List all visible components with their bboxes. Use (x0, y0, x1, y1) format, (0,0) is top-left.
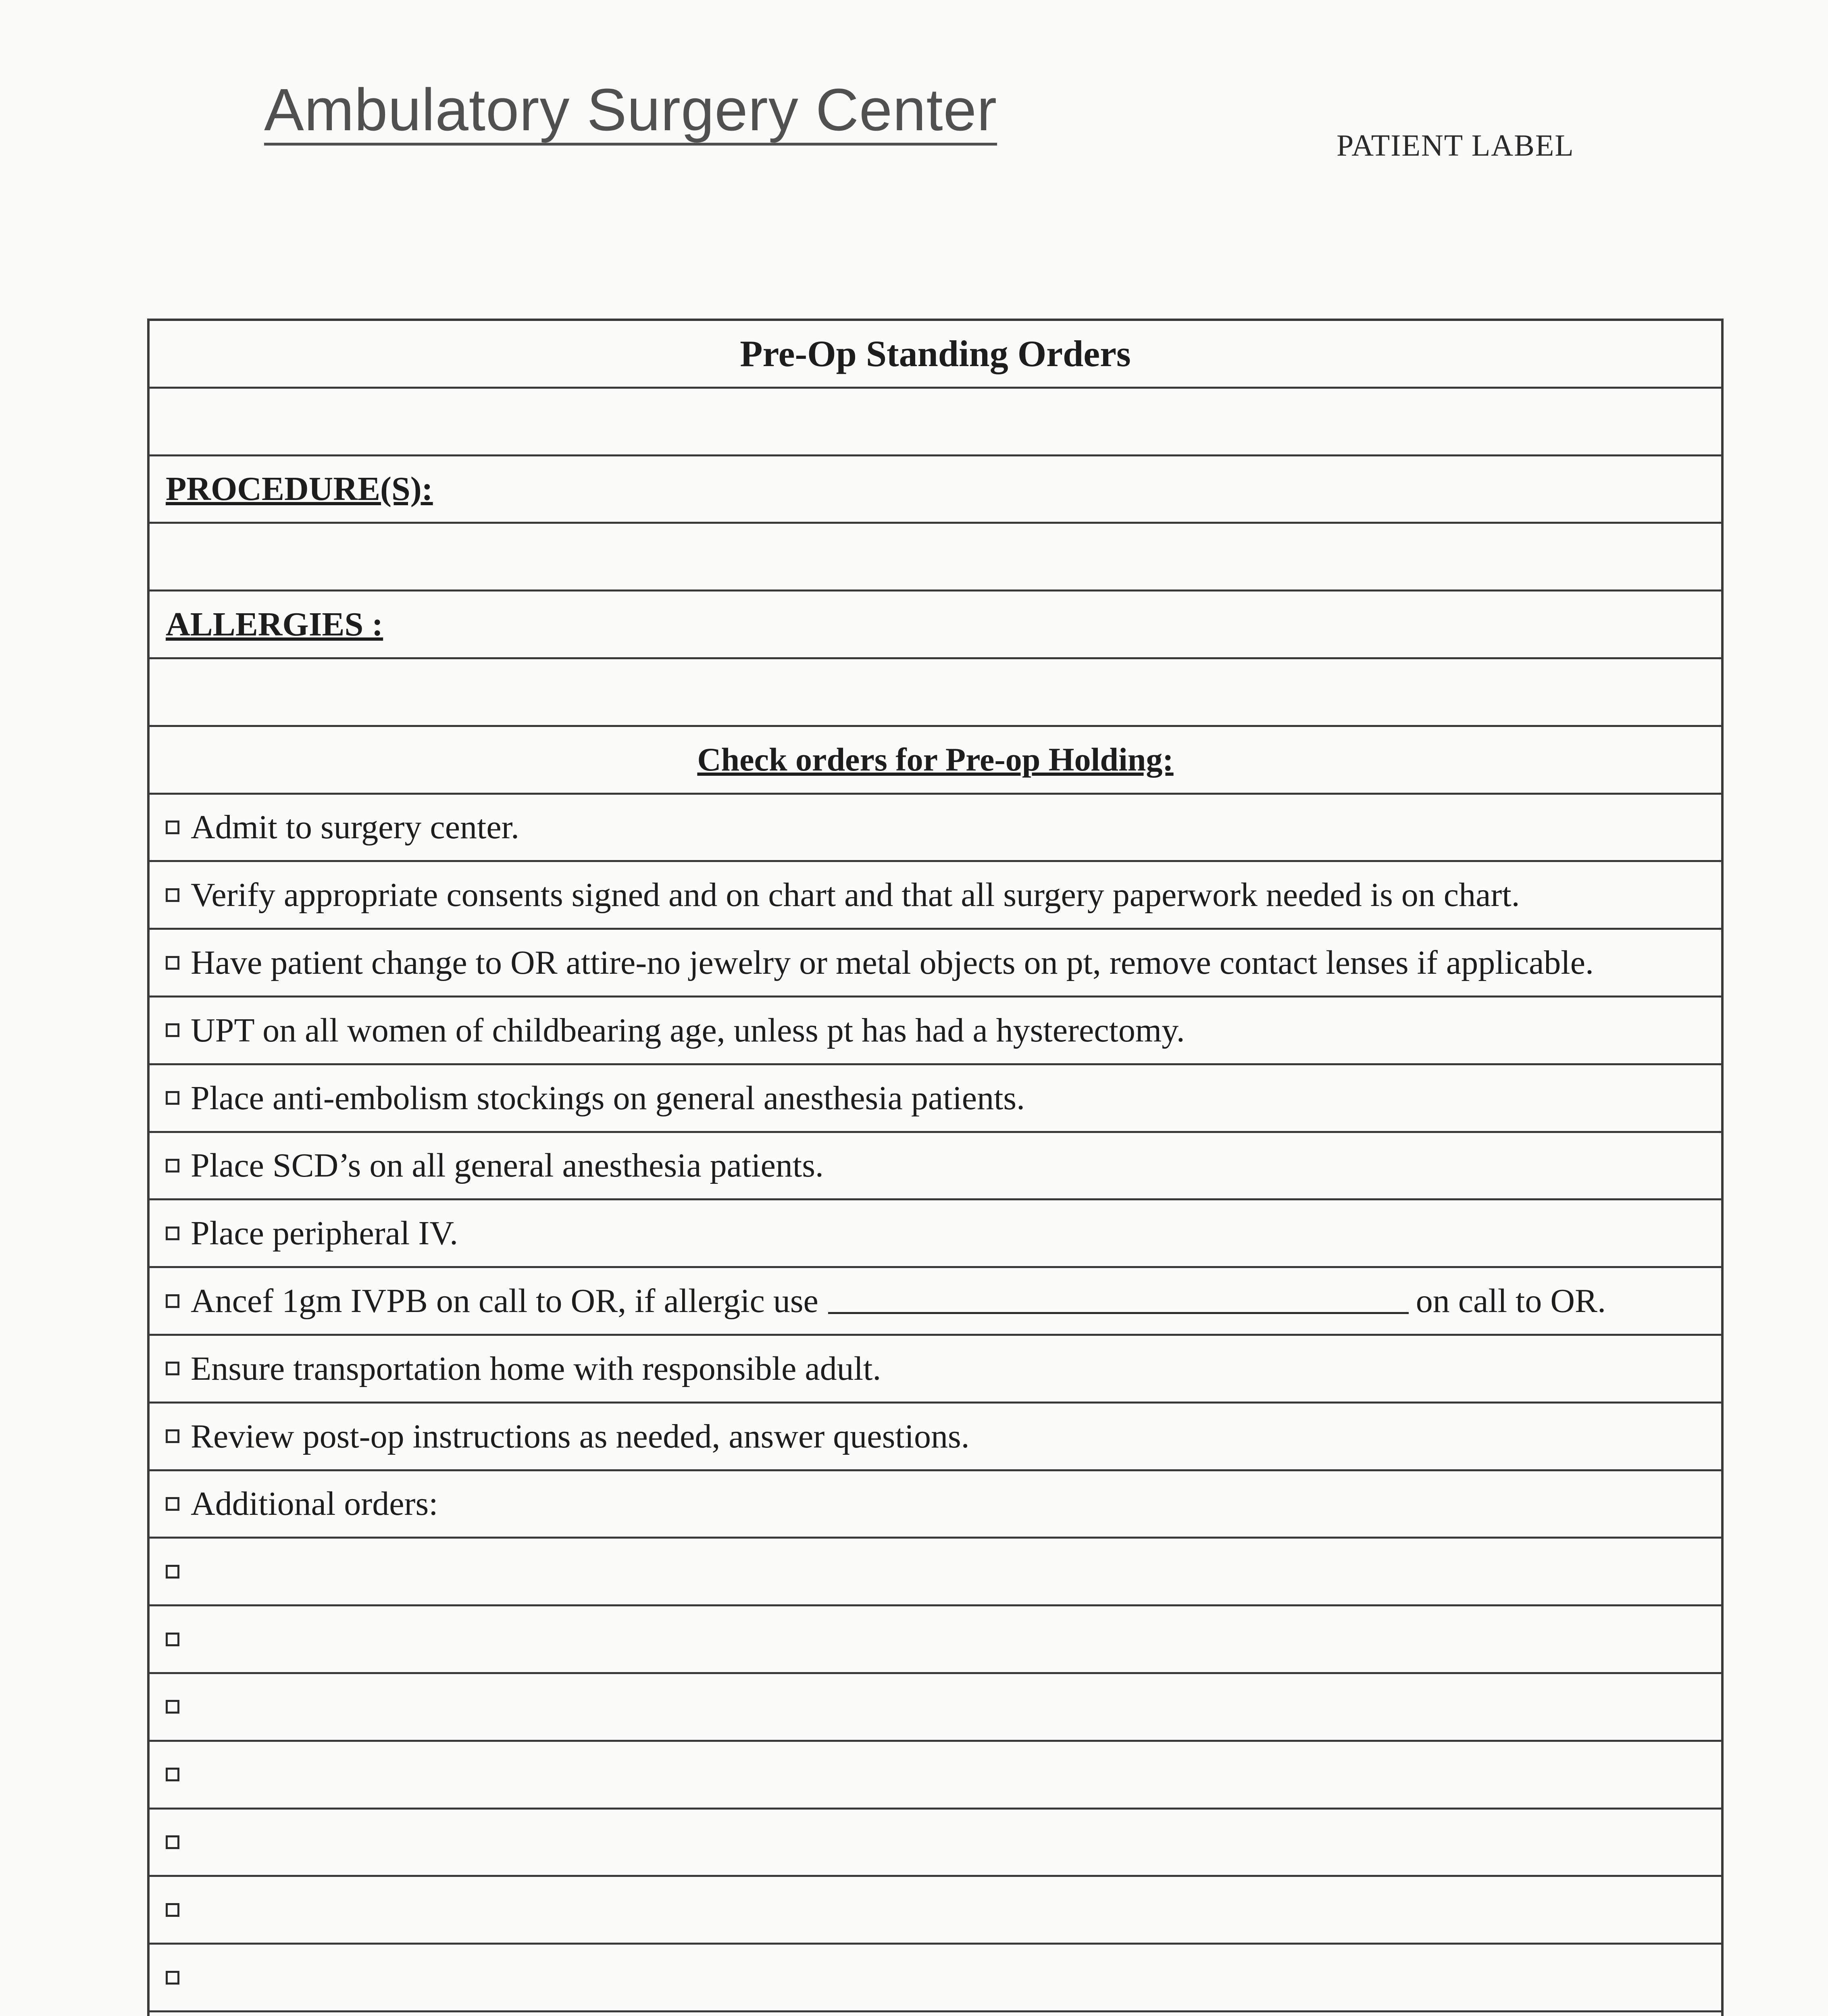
additional-order-row[interactable] (150, 2012, 1721, 2016)
checkbox[interactable] (166, 1227, 179, 1240)
patient-label: PATIENT LABEL (1337, 129, 1574, 162)
order-label: Ensure transportation home with responsible adult. (191, 1350, 881, 1387)
additional-order-row[interactable] (150, 1606, 1721, 1674)
checkbox[interactable] (166, 1903, 179, 1917)
form-title-row (150, 321, 1721, 389)
order-ancef[interactable] (150, 1268, 1721, 1336)
allergies-label: ALLERGIES : (166, 606, 383, 644)
order-label: Have patient change to OR attire-no jewelry or metal objects on pt, remove contact lenses if applicable. (191, 944, 1594, 982)
order-stockings[interactable] (150, 1065, 1721, 1133)
checkbox[interactable] (166, 1768, 179, 1781)
order-label: Place peripheral IV. (191, 1214, 458, 1252)
order-upt[interactable] (150, 998, 1721, 1065)
order-admit[interactable] (150, 795, 1721, 862)
procedures-label: PROCEDURE(S): (166, 470, 433, 508)
checkbox[interactable] (166, 1835, 179, 1849)
order-post-op-instructions[interactable] (150, 1404, 1721, 1471)
order-label-suffix: on call to OR. (1416, 1282, 1606, 1320)
allergies-row[interactable] (150, 591, 1721, 659)
additional-order-row[interactable] (150, 1810, 1721, 1877)
order-label: UPT on all women of childbearing age, unless pt has had a hysterectomy. (191, 1011, 1185, 1049)
form-title: Pre-Op Standing Orders (740, 333, 1131, 375)
checkbox[interactable] (166, 1362, 179, 1375)
checkbox[interactable] (166, 821, 179, 834)
alternate-antibiotic-field[interactable] (828, 1288, 1409, 1314)
order-label: Verify appropriate consents signed and on chart and that all surgery paperwork needed is on chart. (191, 876, 1520, 914)
additional-order-row[interactable] (150, 1945, 1721, 2012)
procedures-row[interactable] (150, 456, 1721, 524)
checkbox[interactable] (166, 888, 179, 902)
order-verify-consents[interactable] (150, 862, 1721, 930)
holding-heading: Check orders for Pre-op Holding: (697, 741, 1174, 778)
additional-order-row[interactable] (150, 1539, 1721, 1606)
checkbox[interactable] (166, 1159, 179, 1173)
order-or-attire[interactable] (150, 930, 1721, 998)
holding-heading-row (150, 727, 1721, 795)
checkbox[interactable] (166, 1091, 179, 1105)
checkbox[interactable] (166, 1429, 179, 1443)
checkbox[interactable] (166, 956, 179, 970)
additional-order-row[interactable] (150, 1674, 1721, 1742)
checkbox[interactable] (166, 1633, 179, 1646)
order-label: Admit to surgery center. (191, 808, 519, 846)
order-label: Place SCD’s on all general anesthesia patients. (191, 1147, 824, 1185)
order-label: Review post-op instructions as needed, answer questions. (191, 1417, 970, 1455)
checkbox[interactable] (166, 1497, 179, 1511)
clinic-title: Ambulatory Surgery Center (264, 79, 997, 146)
checkbox[interactable] (166, 1971, 179, 1985)
order-additional[interactable] (150, 1471, 1721, 1539)
checkbox[interactable] (166, 1023, 179, 1037)
allergies-field[interactable] (150, 659, 1721, 727)
additional-order-row[interactable] (150, 1742, 1721, 1810)
order-label: Place anti-embolism stockings on general anesthesia patients. (191, 1079, 1025, 1117)
procedures-field[interactable] (150, 524, 1721, 591)
additional-order-row[interactable] (150, 1877, 1721, 1945)
order-transportation[interactable] (150, 1336, 1721, 1404)
order-label: Ancef 1gm IVPB on call to OR, if allergic use (191, 1282, 818, 1320)
order-label: Additional orders: (191, 1485, 438, 1523)
order-scds[interactable] (150, 1133, 1721, 1201)
checkbox[interactable] (166, 1700, 179, 1714)
checkbox[interactable] (166, 1565, 179, 1579)
blank-row[interactable] (150, 389, 1721, 456)
checkbox[interactable] (166, 1294, 179, 1308)
pre-op-orders-form (147, 319, 1724, 2016)
order-peripheral-iv[interactable] (150, 1200, 1721, 1268)
